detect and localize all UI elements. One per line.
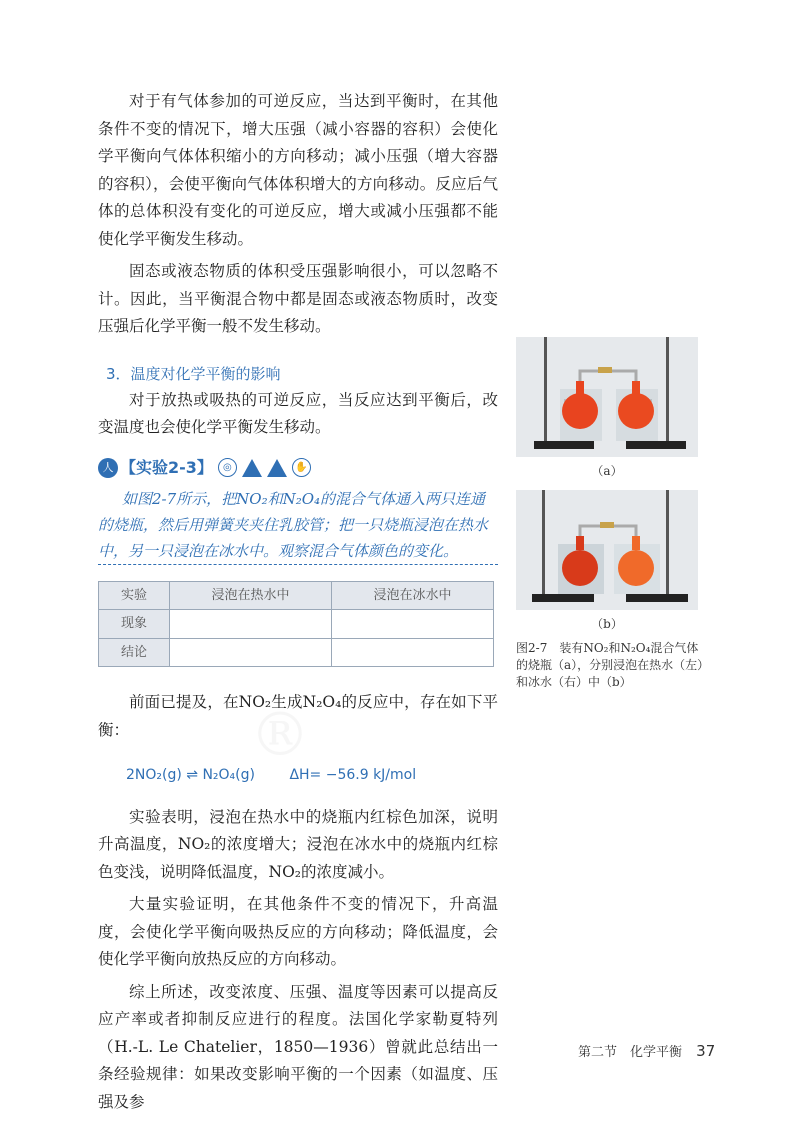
equation-enthalpy: ΔH= −56.9 kJ/mol [289,767,417,783]
figure-a-photo [516,337,698,457]
experiment-header [98,456,498,480]
table-cell [332,610,494,639]
page-number: 37 [696,1042,716,1060]
equation [126,762,498,790]
table-header: 实验 [99,581,170,610]
figure-b-photo [516,490,698,610]
paragraph: 对于放热或吸热的可逆反应，当反应达到平衡后，改变温度也会使化学平衡发生移动。 [98,390,498,436]
paragraph: 固态或液态物质的体积受压强影响很小，可以忽略不计。因此，当平衡混合物中都是固态或液态物质时，改变压强后化学平衡一般不发生移动。 [98,262,498,335]
section-heading: 3．温度对化学平衡的影响 [106,364,281,383]
table-cell [170,638,332,667]
figure-caption: 图2-7 装有NO₂和N₂O₄混合气体的烧瓶（a），分别浸泡在热水（左）和冰水（右）中（b） [516,641,704,689]
warning-icon [242,459,262,477]
experiment-text: 如图2-7所示，把NO₂和N₂O₄的混合气体通入两只连通的烧瓶，然后用弹簧夹夹住乳胶管；把一只烧瓶浸泡在热水中，另一只浸泡在冰水中。观察混合气体颜色的变化。 [98,486,498,565]
paragraph: 综上所述，改变浓度、压强、温度等因素可以提高反应产率或者抑制反应进行的程度。法国化学家勒夏特列（H.-L. Le Chatelier，1850—1936）曾就此总结出一条经验规律：如果改变影响平衡的一个因素（如温度、压强及参 [98,982,498,1111]
paragraph: 大量实验证明，在其他条件不变的情况下，升高温度，会使化学平衡向吸热反应的方向移动；降低温度，会使化学平衡向放热反应的方向移动。 [98,895,498,968]
table-header: 浸泡在冰水中 [332,581,494,610]
experiment-person-icon: 人 [98,458,118,478]
experiment-title: 【实验2-3】 [120,457,213,477]
paragraph: 对于有气体参加的可逆反应，当达到平衡时，在其他条件不变的情况下，增大压强（减小容器的容积）会使化学平衡向气体体积缩小的方向移动；减小压强（增大容器的容积），会使平衡向气体体积增大的方向移动。反应后气体的总体积没有变化的可逆反应，增大或减小压强都不能使化学平衡发生移动。 [98,92,498,248]
figure-a-label: （a） [591,464,623,478]
paragraph: 前面已提及，在NO₂生成N₂O₄的反应中，存在如下平衡： [98,693,498,739]
watermark: ® [250,700,310,770]
page-footer [578,1041,715,1060]
figure-b-label: （b） [591,617,623,631]
table-row-label: 现象 [99,610,170,639]
footer-section: 第二节 化学平衡 [578,1045,683,1060]
goggles-icon: ◎ [218,458,237,477]
main-column [98,88,498,1121]
toxic-icon [267,459,287,477]
table-header: 浸泡在热水中 [170,581,332,610]
table-cell [332,638,494,667]
table-cell [170,610,332,639]
table-row [99,638,494,667]
table-row [99,610,494,639]
observation-table [98,581,494,668]
paragraph: 实验表明，浸泡在热水中的烧瓶内红棕色加深，说明升高温度，NO₂的浓度增大；浸泡在冰水中的烧瓶内红棕色变浅，说明降低温度，NO₂的浓度减小。 [98,807,498,881]
hand-wash-icon: ✋ [292,458,311,477]
table-row-label: 结论 [99,638,170,667]
table-header-row [99,581,494,610]
equation-reaction: 2NO₂(g) ⇌ N₂O₄(g) [126,767,255,783]
